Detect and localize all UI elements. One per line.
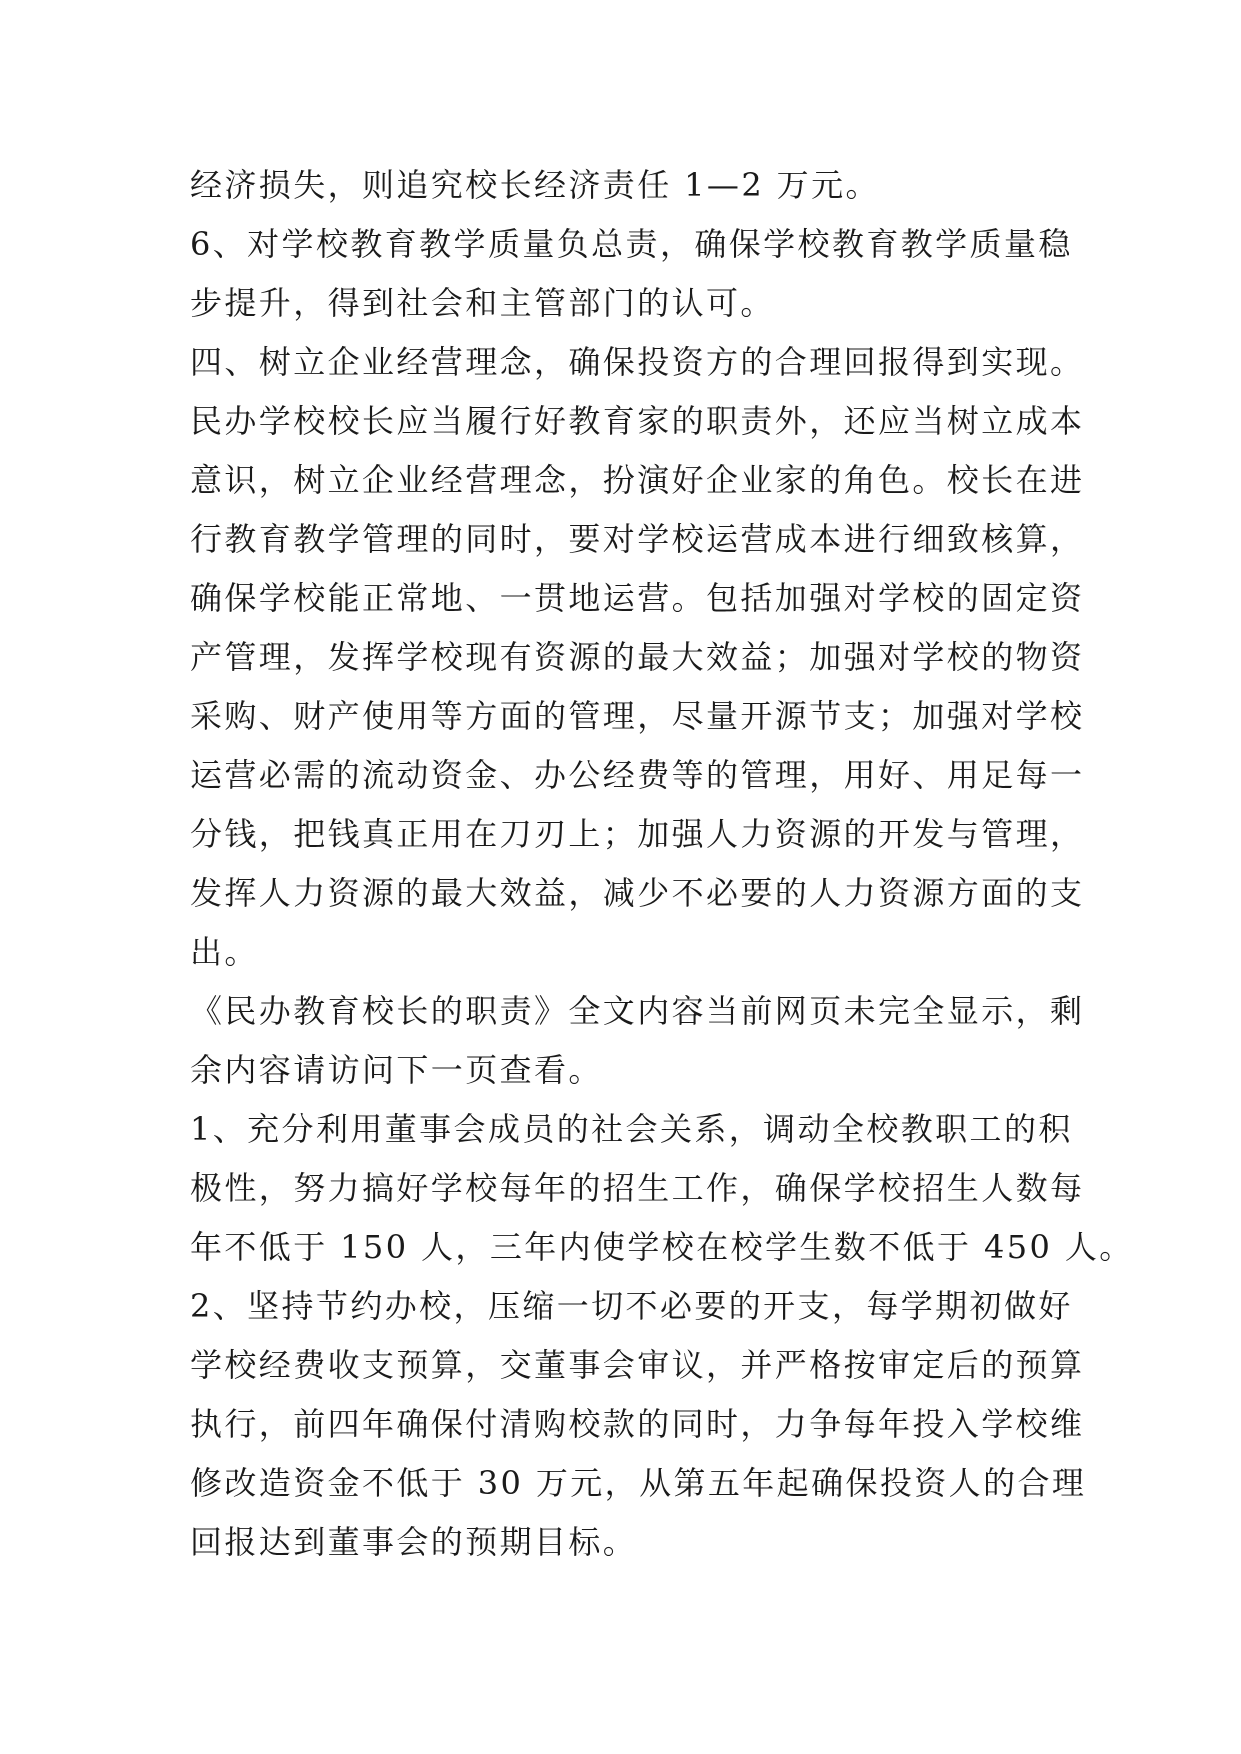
text-line: 经济损失，则追究校长经济责任 1—2 万元。 (190, 166, 880, 204)
text-line: 1、充分利用董事会成员的社会关系，调动全校教职工的积 (190, 1110, 1073, 1148)
text-line: 分钱，把钱真正用在刀刃上；加强人力资源的开发与管理， (190, 815, 1085, 853)
text-line: 运营必需的流动资金、办公经费等的管理，用好、用足每一 (190, 756, 1085, 794)
text-line: 产管理，发挥学校现有资源的最大效益；加强对学校的物资 (190, 638, 1085, 676)
text-line: 极性，努力搞好学校每年的招生工作，确保学校招生人数每 (190, 1169, 1085, 1207)
text-line: 步提升，得到社会和主管部门的认可。 (190, 284, 775, 322)
text-line: 意识，树立企业经营理念，扮演好企业家的角色。校长在进 (190, 461, 1085, 499)
text-line: 修改造资金不低于 30 万元，从第五年起确保投资人的合理 (190, 1464, 1087, 1502)
text-line: 四、树立企业经营理念，确保投资方的合理回报得到实现。 (190, 343, 1085, 381)
text-line: 民办学校校长应当履行好教育家的职责外，还应当树立成本 (190, 402, 1085, 440)
text-line: 发挥人力资源的最大效益，减少不必要的人力资源方面的支 (190, 874, 1085, 912)
text-line: 2、坚持节约办校，压缩一切不必要的开支，每学期初做好 (190, 1287, 1073, 1325)
text-line: 《民办教育校长的职责》全文内容当前网页未完全显示，剩 (190, 992, 1085, 1030)
text-line: 回报达到董事会的预期目标。 (190, 1523, 638, 1561)
document-body (190, 156, 1134, 1572)
text-line: 6、对学校教育教学质量负总责，确保学校教育教学质量稳 (190, 225, 1073, 263)
text-line: 执行，前四年确保付清购校款的同时，力争每年投入学校维 (190, 1405, 1085, 1443)
text-line: 学校经费收支预算，交董事会审议，并严格按审定后的预算 (190, 1346, 1085, 1384)
text-line: 行教育教学管理的同时，要对学校运营成本进行细致核算， (190, 520, 1085, 558)
text-line: 年不低于 150 人，三年内使学校在校学生数不低于 450 人。 (190, 1228, 1134, 1266)
text-line: 确保学校能正常地、一贯地运营。包括加强对学校的固定资 (190, 579, 1085, 617)
text-line: 采购、财产使用等方面的管理，尽量开源节支；加强对学校 (190, 697, 1085, 735)
text-line: 出。 (190, 933, 259, 971)
text-line: 余内容请访问下一页查看。 (190, 1051, 603, 1089)
